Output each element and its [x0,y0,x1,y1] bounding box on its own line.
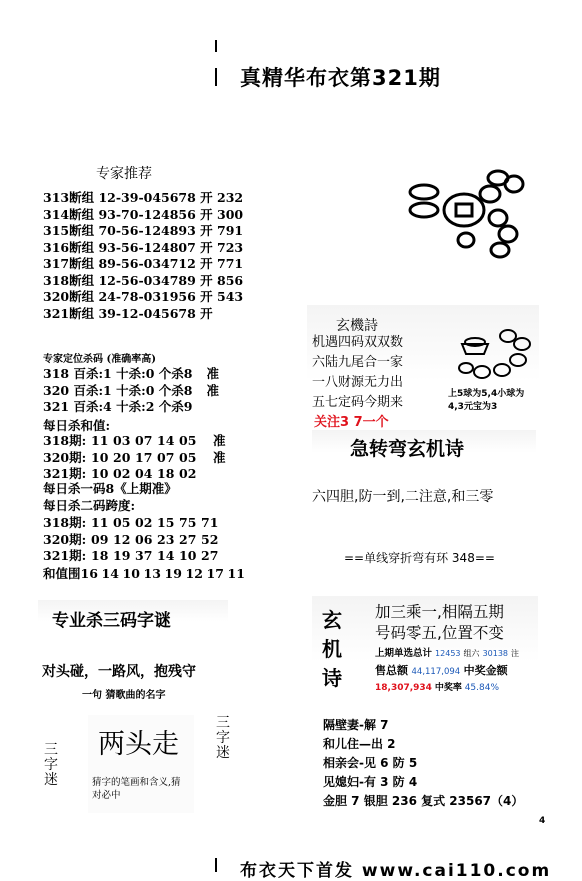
poem-side-char: 机 [322,637,342,661]
xuanji-caption: 上5球为5,4小球为4,3元宝为3 [448,389,525,412]
value-cell: 09 [91,531,109,547]
hint-line: 和儿住—出 2 [323,737,396,751]
poem-side-char: 玄 [322,608,342,632]
expert-numbers: 93-56-124807 [94,239,201,255]
issue-label: 318期: [43,433,87,448]
expert-result: 723 [212,239,244,255]
kill-list [43,366,219,416]
sum-line-label: 和值围 [43,566,81,581]
xuanji-focus: 关注3 7一个 [314,415,389,430]
xuanji-line: 一八财源无力出 [312,375,404,390]
sum-line-value: 12 [185,566,203,581]
expert-open: 开 [200,305,213,321]
span-list [43,515,223,565]
riddle-line-2: 一句 猜歌曲的名字 [82,690,166,701]
expert-open: 开 [200,256,213,271]
xuanji-line: 机遇四码双双数 [312,335,404,350]
span-row [43,515,223,532]
value-cell: 03 [113,433,131,448]
liusi-line: 六四胆,防一到,二注意,和三零 [312,489,494,505]
value-cell: 12 [113,531,131,547]
xuanji-lines [312,333,403,413]
sum-line-value: 19 [164,566,182,581]
status-mark: 准 [213,433,226,448]
poem-side-label [320,606,344,693]
value-cell: 71 [201,515,219,530]
expert-open: 开 [200,206,213,222]
value-cell: 14 [157,433,175,448]
sum-row [43,433,226,450]
issue-label: 320期: [43,449,87,465]
value-cell: 17 [135,449,153,465]
stats1-value-1: 12453 [435,649,461,658]
sum-line-value: 17 [206,566,224,581]
value-cell: 52 [201,531,219,547]
value-cell: 10 [179,548,197,563]
value-cell: 37 [135,548,153,563]
expert-label: 断组 [69,289,95,304]
kill-row [43,366,219,383]
xuanji-line: 六陆九尾合一家 [312,355,404,370]
value-cell: 11 [91,433,109,448]
hint-line: 金胆 7 银胆 236 复式 23567（4） [323,794,524,808]
expert-result: 543 [212,289,244,304]
expert-numbers: 24-78-031956 [94,289,201,304]
value-cell: 04 [135,466,153,481]
value-cell: 18 [157,466,175,481]
footer-text: 布衣天下首发 www.cai110.com [240,861,552,881]
value-cell: 18 [91,548,109,563]
expert-row [43,256,243,273]
riddle-line-1: 对头碰，一路风，抱残守 [42,664,196,680]
issue-label: 321期: [43,548,87,563]
expert-numbers: 89-56-034712 [94,256,201,271]
value-cell: 05 [179,433,197,448]
value-cell: 02 [179,466,197,481]
divider-mark [215,858,217,872]
kill-text: 320 百杀:1 十杀:0 个杀8 [43,382,193,398]
value-cell: 10 [91,449,109,465]
value-cell: 05 [179,449,197,465]
coin-string-illustration [400,162,532,260]
kill-row [43,383,219,400]
single-line: ==单线穿折弯有环 348== [344,551,495,565]
stats2-tail: 中奖金额 [463,664,508,677]
expert-issue: 317 [43,256,70,271]
stats1-tail: 注 [511,649,520,658]
sum-line-value: 10 [122,566,140,581]
expert-row [43,240,243,257]
expert-label: 断组 [69,272,95,288]
expert-numbers: 12-56-034789 [94,272,201,288]
stats3-label: 中奖率 [434,683,462,693]
divider-mark [215,40,217,52]
expert-numbers: 39-12-045678 [94,305,201,321]
kill-mark: 准 [206,366,219,381]
issue-label: 320期: [43,531,87,547]
stats2-label: 售总额 [375,664,408,677]
riddle-note: 猜字的笔画和含义,猜对必中 [92,777,181,801]
expert-result: 771 [212,256,244,271]
stats3-value: 18,307,934 [375,683,432,693]
kill-heading: 专家定位杀码 (准确率高) [43,354,156,365]
kill-row [43,399,219,416]
expert-row [43,289,243,306]
value-cell: 05 [113,515,131,530]
hint-line: 见媳妇-有 3 防 4 [323,775,418,789]
riddle-heading: 专业杀三码字谜 [52,611,171,631]
expert-list [43,190,243,322]
expert-result: 300 [212,206,244,222]
expert-numbers: 70-56-124893 [94,223,201,238]
value-cell: 19 [113,548,131,563]
stats1-value-2: 30138 [482,649,509,658]
stats2-value: 44,117,094 [411,667,461,677]
sum-line-value: 14 [101,566,119,581]
span-heading: 每日杀二码跨度: [43,498,136,513]
expert-result: 791 [212,223,244,238]
expert-row [43,306,243,323]
expert-label: 断组 [69,305,95,321]
value-cell: 27 [201,548,219,563]
hint-list [323,716,523,811]
poem-line-2: 号码零五,位置不变 [375,624,504,642]
value-cell: 15 [157,515,175,530]
sum-line-values [81,566,249,581]
expert-label: 断组 [69,223,95,238]
expert-issue: 314 [43,206,70,222]
value-cell: 07 [157,449,175,465]
expert-label: 断组 [69,190,95,205]
divider-mark [215,68,217,86]
expert-issue: 316 [43,239,70,255]
expert-open: 开 [200,272,213,288]
riddle-side-right: 三字迷 [216,715,230,761]
expert-issue: 313 [43,190,70,205]
span-row [43,548,223,565]
sum-heading: 每日杀和值: [43,418,111,433]
stats1-label: 上期单选总计 [375,648,433,659]
poem-stats-3 [375,680,499,693]
xuanji-title: 玄機詩 [336,318,378,334]
sum-list [43,433,226,483]
expert-row [43,273,243,290]
riddle-big-text: 两头走 [98,729,179,760]
expert-numbers: 93-70-124856 [94,206,201,222]
stats3-rate: 45.84% [464,683,500,693]
expert-issue: 321 [43,305,70,321]
hint-line: 隔壁妻-解 7 [323,718,389,732]
sum-line-value: 16 [80,566,98,581]
status-mark: 准 [213,449,226,465]
value-cell: 10 [91,466,109,481]
expert-issue: 318 [43,272,70,288]
value-cell: 02 [113,466,131,481]
expert-open: 开 [200,239,213,255]
poem-stats-1 [375,645,519,659]
page-number: 4 [539,816,546,826]
value-cell: 06 [135,531,153,547]
page-title: 真精华布衣第321期 [240,66,441,90]
expert-open: 开 [200,289,213,304]
expert-label: 断组 [69,206,95,222]
poem-stats-2 [375,662,508,678]
expert-numbers: 12-39-045678 [94,190,201,205]
poem-side-char: 诗 [322,666,342,690]
value-cell: 20 [113,449,131,465]
sum-row [43,450,226,467]
expert-issue: 320 [43,289,70,304]
kill-mark: 准 [206,382,219,398]
ingot-illustration [448,322,538,384]
expert-result: 232 [212,190,244,205]
value-cell: 27 [179,531,197,547]
sum-line-value: 11 [227,566,245,581]
sum-line-value: 13 [143,566,161,581]
span-row [43,532,223,549]
value-cell: 75 [179,515,197,530]
expert-row [43,223,243,240]
value-cell: 23 [157,531,175,547]
issue-label: 321期: [43,466,87,481]
riddle-side-left: 三字迷 [44,742,58,788]
sum-line [43,566,249,583]
xuanji-line: 五七定码今期来 [312,395,404,410]
expert-open: 开 [200,223,213,238]
expert-row [43,190,243,207]
expert-label: 断组 [69,256,95,271]
expert-row [43,207,243,224]
stats1-mid: 组六 [463,649,480,658]
value-cell: 07 [135,433,153,448]
hint-line: 相亲会-见 6 防 5 [323,756,418,770]
one-code-line: 每日杀一码8《上期准》 [43,481,177,496]
expert-open: 开 [200,190,213,205]
expert-issue: 315 [43,223,70,238]
expert-result: 856 [212,272,244,288]
value-cell: 11 [91,515,109,530]
poem-line-1: 加三乘一,相隔五期 [375,603,504,621]
kill-text: 321 百杀:4 十杀:2 个杀9 [43,399,193,414]
expert-label: 断组 [69,239,95,255]
value-cell: 14 [157,548,175,563]
kill-text: 318 百杀:1 十杀:0 个杀8 [43,366,193,381]
expert-heading: 专家推荐 [96,166,152,182]
issue-label: 318期: [43,515,87,530]
banner-text: 急转弯玄机诗 [350,438,465,460]
value-cell: 02 [135,515,153,530]
